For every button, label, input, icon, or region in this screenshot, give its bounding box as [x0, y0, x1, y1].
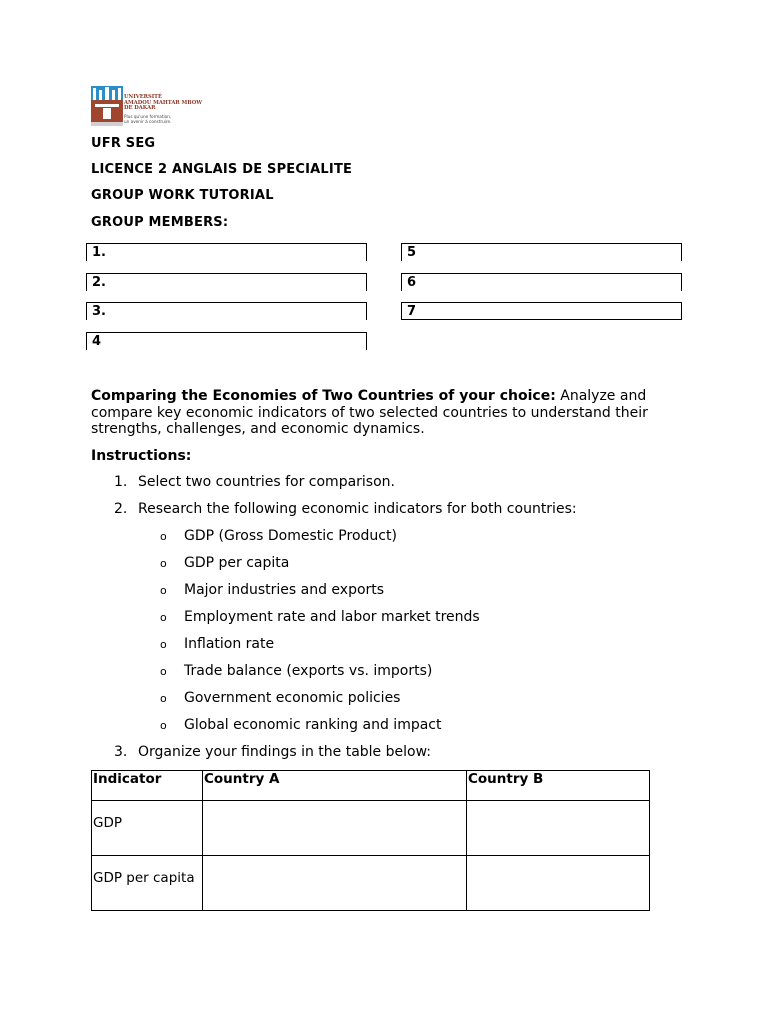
member-field-2[interactable]	[86, 273, 367, 291]
university-logo	[91, 86, 213, 126]
intro-title: Comparing the Economies of Two Countries of your choice:	[91, 388, 556, 404]
step-3-number: 3.	[114, 744, 128, 760]
step-1-text: Select two countries for comparison.	[138, 474, 395, 490]
indicator-text: Government economic policies	[184, 690, 401, 706]
indicator-item	[160, 528, 397, 544]
member-number-label: 1.	[92, 245, 106, 260]
member-field-6[interactable]	[401, 273, 682, 291]
member-number-label: 5	[407, 245, 417, 260]
step-2-number: 2.	[114, 501, 128, 517]
member-number-label: 6	[407, 275, 417, 290]
step-2-text: Research the following economic indicators for both countries:	[138, 501, 577, 517]
country-b-cell[interactable]	[467, 856, 650, 911]
indicator-text: Inflation rate	[184, 636, 275, 652]
indicator-text: Trade balance (exports vs. imports)	[184, 663, 433, 679]
member-number-label: 3.	[92, 304, 106, 319]
bullet-icon: o	[160, 584, 167, 597]
ufr-heading: UFR SEG	[91, 136, 156, 151]
bullet-icon: o	[160, 692, 167, 705]
logo-line-3: DE DAKAR	[124, 105, 156, 112]
table-header-row	[92, 771, 650, 801]
header-country-a: Country A	[203, 771, 467, 801]
step-3-text: Organize your findings in the table below:	[138, 744, 431, 760]
indicator-text: GDP per capita	[184, 555, 290, 571]
bullet-icon: o	[160, 611, 167, 624]
table-row	[92, 801, 650, 856]
indicator-text: Major industries and exports	[184, 582, 385, 598]
country-a-cell[interactable]	[203, 801, 467, 856]
logo-emblem-icon	[91, 86, 123, 126]
indicator-item	[160, 717, 442, 733]
country-b-cell[interactable]	[467, 801, 650, 856]
header-indicator: Indicator	[92, 771, 203, 801]
logo-line-2: AMADOU MAHTAR MBOW	[124, 99, 203, 106]
bullet-icon: o	[160, 557, 167, 570]
member-field-4[interactable]	[86, 332, 367, 350]
intro-text: Analyze and compare key economic indicators of two selected countries to understand their strengths, challenges, and economic dynamics.	[91, 388, 648, 437]
instructions-heading: Instructions:	[91, 448, 192, 464]
table-row	[92, 856, 650, 911]
comparison-table	[91, 770, 650, 911]
indicator-item	[160, 609, 480, 625]
intro-paragraph	[91, 388, 671, 438]
logo-tagline-1: Plus qu'une formation,	[124, 114, 172, 119]
member-field-1[interactable]	[86, 243, 367, 261]
logo-line-1: UNIVERSITÉ	[124, 94, 162, 100]
indicator-item	[160, 555, 290, 571]
group-members-label: GROUP MEMBERS:	[91, 215, 229, 230]
licence-heading: LICENCE 2 ANGLAIS DE SPECIALITE	[91, 162, 353, 177]
indicator-text: GDP (Gross Domestic Product)	[184, 528, 397, 544]
indicator-item	[160, 663, 433, 679]
bullet-icon: o	[160, 530, 167, 543]
row-label: GDP	[92, 801, 203, 856]
header-country-b: Country B	[467, 771, 650, 801]
indicator-item	[160, 636, 275, 652]
row-label: GDP per capita	[92, 856, 203, 911]
step-1-number: 1.	[114, 474, 128, 490]
member-number-label: 7	[407, 304, 417, 319]
indicator-item	[160, 582, 385, 598]
indicator-item	[160, 690, 401, 706]
bullet-icon: o	[160, 719, 167, 732]
logo-tagline-2: un avenir à construire.	[124, 118, 172, 124]
tutorial-heading: GROUP WORK TUTORIAL	[91, 188, 274, 203]
indicator-text: Employment rate and labor market trends	[184, 609, 480, 625]
member-field-5[interactable]	[401, 243, 682, 261]
member-number-label: 2.	[92, 275, 106, 290]
member-field-7[interactable]	[401, 302, 682, 320]
member-field-3[interactable]	[86, 302, 367, 320]
member-number-label: 4	[92, 334, 102, 349]
country-a-cell[interactable]	[203, 856, 467, 911]
bullet-icon: o	[160, 665, 167, 678]
indicator-text: Global economic ranking and impact	[184, 717, 442, 733]
bullet-icon: o	[160, 638, 167, 651]
